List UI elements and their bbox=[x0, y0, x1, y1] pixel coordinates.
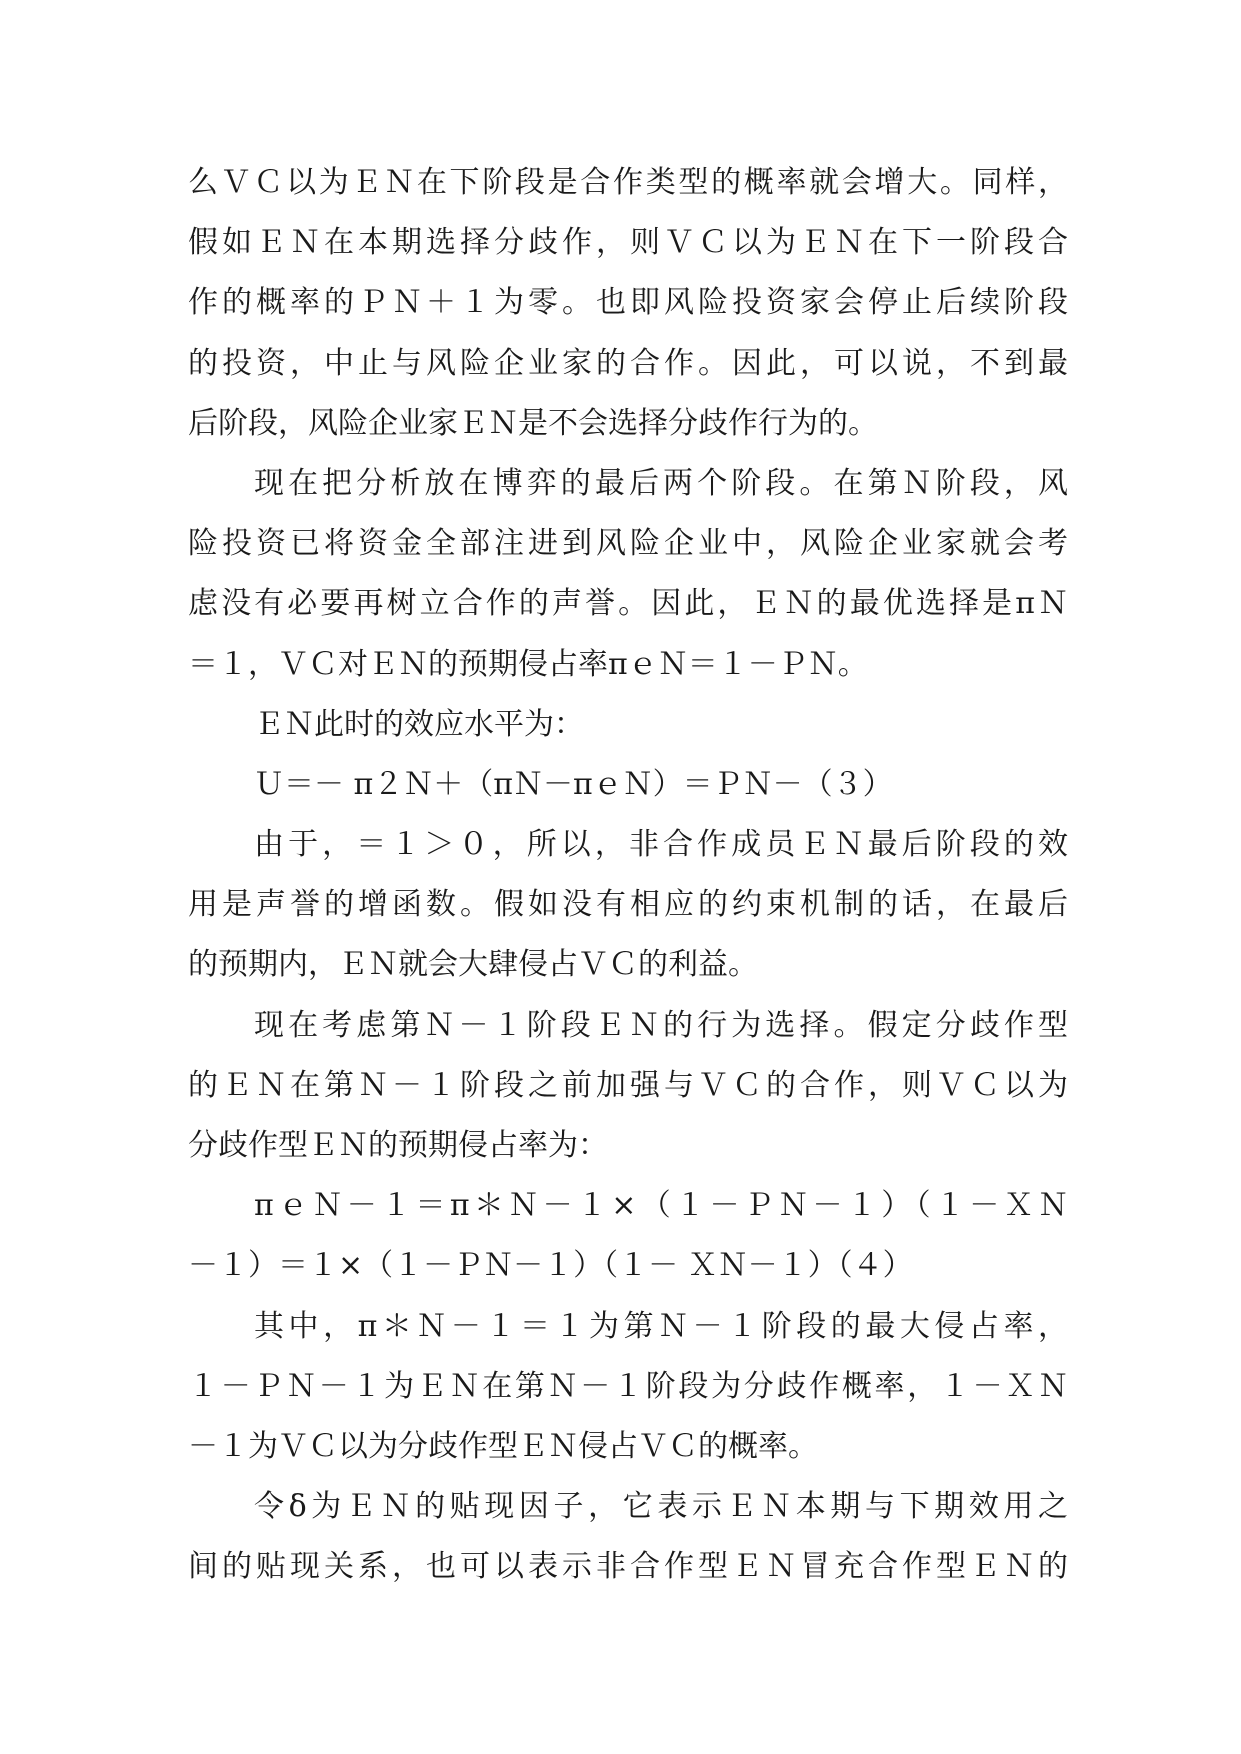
text-line: 令δ为ＥＮ的贴现因子，它表示ＥＮ本期与下期效用之 bbox=[254, 1489, 1068, 1525]
text-line: 用是声誉的增函数。假如没有相应的约束机制的话，在最后 bbox=[188, 887, 1068, 923]
text-line: 的投资，中止与风险企业家的合作。因此，可以说，不到最 bbox=[188, 345, 1068, 381]
text-line: 虑没有必要再树立合作的声誉。因此，ＥＮ的最优选择是πＮ bbox=[188, 586, 1068, 622]
text-line: －１）＝１×（１－ＰＮ－１）（１－ ＸＮ－１）（４） bbox=[188, 1248, 913, 1284]
text-line: 假如ＥＮ在本期选择分歧作，则ＶＣ以为ＥＮ在下一阶段合 bbox=[188, 225, 1068, 261]
text-line: 作的概率的ＰＮ＋１为零。也即风险投资家会停止后续阶段 bbox=[188, 285, 1068, 321]
text-line: 险投资已将资金全部注进到风险企业中，风险企业家就会考 bbox=[188, 526, 1068, 562]
text-line: 的ＥＮ在第Ｎ－１阶段之前加强与ＶＣ的合作，则ＶＣ以为 bbox=[188, 1067, 1068, 1103]
text-line: 现在考虑第Ｎ－１阶段ＥＮ的行为选择。假定分歧作型 bbox=[254, 1007, 1068, 1043]
text-line: Ｕ＝－ π２Ｎ＋（πＮ－πｅＮ）＝ＰＮ－（３） bbox=[254, 766, 893, 802]
text-line: 的预期内，ＥＮ就会大肆侵占ＶＣ的利益。 bbox=[188, 947, 758, 983]
text-line: －１为ＶＣ以为分歧作型ＥＮ侵占ＶＣ的概率。 bbox=[188, 1428, 818, 1464]
body-text bbox=[188, 153, 1068, 1598]
text-line: 分歧作型ＥＮ的预期侵占率为： bbox=[188, 1128, 608, 1163]
text-line: 间的贴现关系，也可以表示非合作型ＥＮ冒充合作型ＥＮ的 bbox=[188, 1549, 1068, 1585]
text-line: 么ＶＣ以为ＥＮ在下阶段是合作类型的概率就会增大。同样， bbox=[188, 165, 1068, 200]
text-line: ＥＮ此时的效应水平为： bbox=[254, 706, 584, 742]
text-line: ＝１，ＶＣ对ＥＮ的预期侵占率πｅＮ＝１－ＰＮ。 bbox=[188, 646, 868, 682]
text-line: １－ＰＮ－１为ＥＮ在第Ｎ－１阶段为分歧作概率，１－ＸＮ bbox=[188, 1368, 1068, 1404]
text-line: 现在把分析放在博弈的最后两个阶段。在第Ｎ阶段，风 bbox=[254, 465, 1068, 501]
text-line: 其中，π＊Ｎ－１＝１为第Ｎ－１阶段的最大侵占率， bbox=[254, 1308, 1068, 1344]
text-line: πｅＮ－１＝π＊Ｎ－１×（１－ＰＮ－１）（１－ＸＮ bbox=[254, 1188, 1068, 1224]
text-line: 后阶段，风险企业家ＥＮ是不会选择分歧作行为的。 bbox=[188, 405, 878, 441]
text-line: 由于，＝１＞０，所以，非合作成员ＥＮ最后阶段的效 bbox=[254, 827, 1068, 863]
